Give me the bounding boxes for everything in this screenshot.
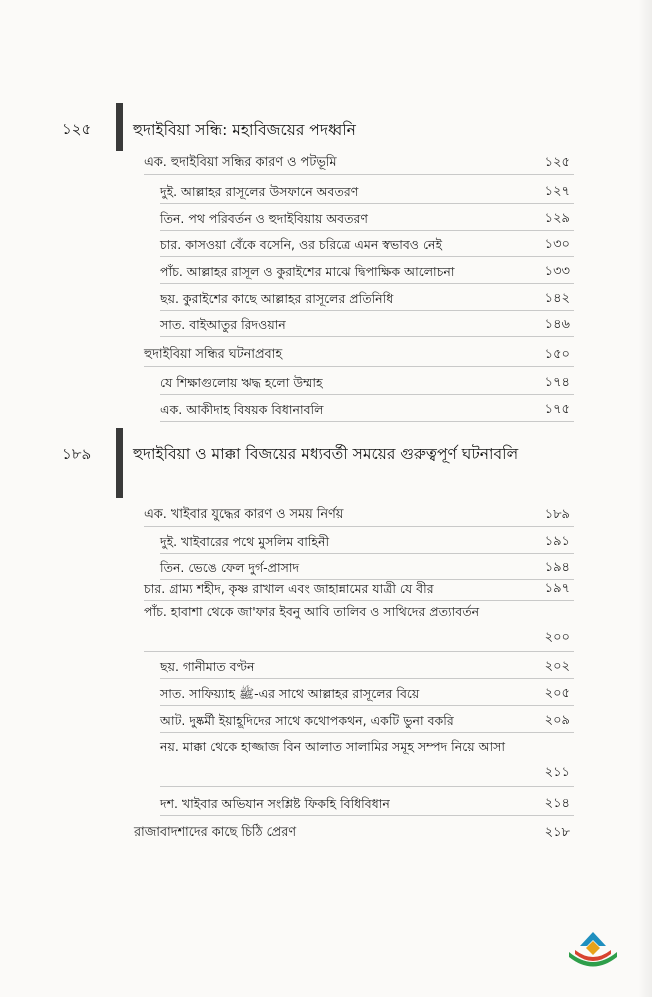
toc-entry[interactable] xyxy=(160,399,574,422)
toc-entry-label: এক. খাইবার যুদ্ধের কারণ ও সময় নির্ণয় xyxy=(144,507,344,522)
section-marker-bar xyxy=(116,103,123,151)
toc-entry-page: ২১৮ xyxy=(544,825,570,840)
publisher-logo-icon xyxy=(566,930,620,974)
toc-entry[interactable] xyxy=(160,557,574,580)
toc-entry[interactable] xyxy=(160,314,574,337)
toc-entry-page: ১৭৫ xyxy=(544,402,570,417)
toc-entry[interactable] xyxy=(144,578,574,601)
section-page-number: ১২৫ xyxy=(62,120,92,138)
toc-entry-label: পাঁচ. হাবাশা থেকে জা'ফার ইবনু আবি তালিব ও সাথিদের প্রত্যাবর্তন xyxy=(144,604,480,619)
toc-entry-page: ১২৭ xyxy=(544,184,570,199)
toc-entry[interactable] xyxy=(144,601,574,652)
toc-entry[interactable] xyxy=(144,504,574,527)
toc-entry[interactable] xyxy=(160,656,574,679)
toc-entry-page: ২০৫ xyxy=(544,686,570,701)
toc-entry-label: এক. হুদাইবিয়া সন্ধির কারণ ও পটভূমি xyxy=(144,155,337,170)
toc-entry[interactable] xyxy=(160,683,574,706)
toc-entry-page: ১৫০ xyxy=(544,347,570,362)
toc-entry-label: এক. আকীদাহ বিষয়ক বিধানাবলি xyxy=(160,402,324,417)
toc-entry-label: দুই. আল্লাহর রাসূলের উসফানে অবতরণ xyxy=(160,184,359,199)
toc-entry-page: ১৭৪ xyxy=(544,375,570,390)
toc-entry-page: ১৯৭ xyxy=(544,581,570,596)
section-marker-bar xyxy=(116,428,123,498)
toc-entry[interactable] xyxy=(144,152,574,175)
toc-entry[interactable] xyxy=(160,372,574,395)
toc-entry-page: ২০২ xyxy=(544,659,570,674)
toc-entry-label: আট. দুষ্কর্মী ইয়াহূদিদের সাথে কথোপকথন, একটি ভুনা বকরি xyxy=(160,713,454,728)
toc-entry-page: ১৩০ xyxy=(544,237,570,252)
toc-entry-page: ১৪৬ xyxy=(544,317,570,332)
toc-entry-label: সাত. বাইআতুর রিদওয়ান xyxy=(160,317,286,332)
toc-entry-label: ছয়. গানীমাত বণ্টন xyxy=(160,659,255,674)
toc-entry[interactable] xyxy=(160,531,574,554)
section-page-number: ১৮৯ xyxy=(62,445,92,463)
toc-entry-page: ১৮৯ xyxy=(544,507,570,522)
toc-entry-label: রাজাবাদশাদের কাছে চিঠি প্রেরণ xyxy=(134,825,297,840)
toc-entry-page: ১৪২ xyxy=(544,291,570,306)
toc-entry-page: ২০০ xyxy=(544,630,570,645)
toc-entry-label: পাঁচ. আল্লাহর রাসূল ও কুরাইশের মাঝে দ্বিপাক্ষিক আলোচনা xyxy=(160,264,455,279)
page-edge-shadow xyxy=(638,0,652,997)
toc-entry-label: চার. গ্রাম্য শহীদ, কৃষ্ণ রাখাল এবং জাহান্নামের যাত্রী যে বীর xyxy=(144,581,434,596)
toc-entry[interactable] xyxy=(160,234,574,257)
toc-entry[interactable] xyxy=(160,261,574,284)
section-title: হুদাইবিয়া সন্ধি: মহাবিজয়ের পদধ্বনি xyxy=(133,121,356,139)
toc-entry[interactable] xyxy=(160,181,574,204)
toc-entry-label: হুদাইবিয়া সন্ধির ঘটনাপ্রবাহ xyxy=(144,347,283,362)
toc-entry-page: ২১১ xyxy=(544,765,570,780)
toc-entry-label: তিন. ভেঙে ফেল দুর্গ-প্রাসাদ xyxy=(160,560,300,575)
toc-entry[interactable] xyxy=(144,344,574,367)
toc-entry-label: যে শিক্ষাগুলোয় ঋদ্ধ হলো উম্মাহ xyxy=(160,375,323,390)
toc-entry[interactable] xyxy=(160,736,574,787)
toc-entry-page: ১২৫ xyxy=(544,155,570,170)
toc-entry-page: ২০৯ xyxy=(544,713,570,728)
toc-entry-page: ১৩৩ xyxy=(544,264,570,279)
toc-entry-label: ছয়. কুরাইশের কাছে আল্লাহর রাসূলের প্রতিনিধি xyxy=(160,291,394,306)
toc-entry-label: দশ. খাইবার অভিযান সংশ্লিষ্ট ফিকহি বিধিবিধান xyxy=(160,796,390,811)
toc-entry[interactable] xyxy=(160,793,574,816)
section-title: হুদাইবিয়া ও মাক্কা বিজয়ের মধ্যবর্তী সময়ের গুরুত্বপূর্ণ ঘটনাবলি xyxy=(133,445,519,463)
toc-entry-label: নয়. মাক্কা থেকে হাজ্জাজ বিন আলাত সালামির সমূহ সম্পদ নিয়ে আসা xyxy=(160,739,506,754)
toc-entry[interactable] xyxy=(134,822,574,844)
toc-entry-label: দুই. খাইবারের পথে মুসলিম বাহিনী xyxy=(160,534,330,549)
toc-entry[interactable] xyxy=(160,288,574,311)
toc-entry-label: সাত. সাফিয়্যাহ ﷺ-এর সাথে আল্লাহর রাসূলের বিয়ে xyxy=(160,686,420,701)
toc-entry-page: ১৯১ xyxy=(544,534,570,549)
toc-entry-page: ২১৪ xyxy=(544,796,570,811)
toc-entry[interactable] xyxy=(160,208,574,231)
toc-entry-label: তিন. পথ পরিবর্তন ও হুদাইবিয়ায় অবতরণ xyxy=(160,211,368,226)
toc-entry[interactable] xyxy=(160,710,574,733)
toc-entry-page: ১৯৪ xyxy=(544,560,570,575)
toc-entry-page: ১২৯ xyxy=(544,211,570,226)
toc-entry-label: চার. কাসওয়া বেঁকে বসেনি, ওর চরিত্রে এমন স্বভাবও নেই xyxy=(160,237,442,252)
